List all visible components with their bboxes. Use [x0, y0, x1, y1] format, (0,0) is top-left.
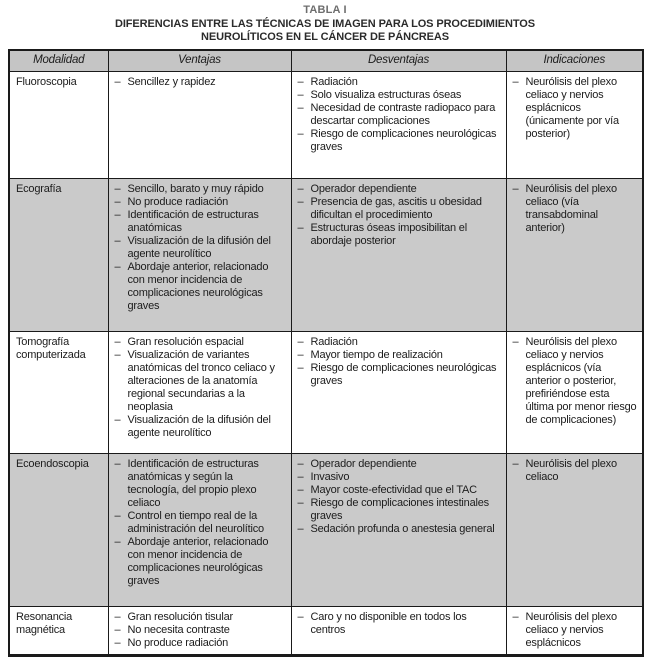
- list-item-dash: –: [114, 413, 121, 426]
- list-item-text: Sencillez y rapidez: [127, 75, 216, 88]
- list-item: [513, 611, 638, 650]
- table-title-block: [0, 0, 650, 44]
- list-item: [513, 458, 638, 484]
- list-item: [115, 536, 286, 588]
- list-item-text: Control en tiempo real de la administración del neurolítico: [127, 509, 264, 535]
- list-item-dash: –: [512, 335, 519, 348]
- list-item-text: Presencia de gas, ascitis u obesidad dificultan el procedimiento: [310, 195, 482, 221]
- list-item-dash: –: [297, 221, 304, 234]
- list-item-text: Visualización de la difusión del agente neurolítico: [127, 413, 271, 439]
- list-item: [298, 222, 501, 248]
- list-item-dash: –: [114, 348, 121, 361]
- list-item: [115, 261, 286, 313]
- list-item-text: Neurólisis del plexo celiaco y nervios esplácnicos: [525, 610, 617, 649]
- ventajas-cell: [108, 178, 291, 331]
- list-item-dash: –: [114, 509, 121, 522]
- ventajas-cell: [108, 453, 291, 606]
- row-tomografia-computerizada: [9, 331, 643, 453]
- list-item-dash: –: [114, 195, 121, 208]
- list-item: [115, 458, 286, 510]
- list-item: [513, 76, 638, 141]
- list-item: [115, 76, 286, 89]
- list-item-text: Sedación profunda o anestesia general: [310, 522, 495, 535]
- list-item-text: Riesgo de complicaciones neurológicas graves: [310, 127, 497, 153]
- list-item-text: No produce radiación: [127, 636, 229, 649]
- table-caption-line1: DIFERENCIAS ENTRE LAS TÉCNICAS DE IMAGEN PARA LOS PROCEDIMIENTOS: [115, 18, 535, 30]
- table-number-label: TABLA I: [303, 4, 347, 16]
- list-item-dash: –: [297, 101, 304, 114]
- list-item-text: Solo visualiza estructuras óseas: [310, 88, 462, 101]
- indicaciones-cell: [506, 453, 643, 606]
- list-item-dash: –: [512, 75, 519, 88]
- list-item-dash: –: [297, 335, 304, 348]
- modality-cell: Tomografía computerizada: [9, 331, 108, 453]
- table-caption-line2: NEUROLÍTICOS EN EL CÁNCER DE PÁNCREAS: [201, 31, 449, 43]
- modality-cell: Ecografía: [9, 178, 108, 331]
- list-item-dash: –: [297, 522, 304, 535]
- list-item-text: Caro y no disponible en todos los centros: [310, 610, 467, 636]
- list-item: [115, 624, 286, 637]
- list-item-dash: –: [297, 470, 304, 483]
- list-item-dash: –: [114, 457, 121, 470]
- list-item: [298, 458, 501, 471]
- list-item-dash: –: [114, 234, 121, 247]
- list-item-text: Operador dependiente: [310, 182, 417, 195]
- list-item-dash: –: [297, 348, 304, 361]
- list-item: [298, 484, 501, 497]
- list-item: [513, 183, 638, 235]
- desventajas-cell: [291, 71, 506, 178]
- col-header-modalidad: Modalidad: [9, 50, 108, 71]
- list-item-dash: –: [297, 361, 304, 374]
- list-item-dash: –: [297, 610, 304, 623]
- list-item-text: Riesgo de complicaciones intestinales graves: [310, 496, 489, 522]
- list-item-text: No necesita contraste: [127, 623, 230, 636]
- row-ecoendoscopia: [9, 453, 643, 606]
- list-item-dash: –: [297, 195, 304, 208]
- list-item-dash: –: [512, 182, 519, 195]
- list-item-text: Abordaje anterior, relacionado con menor incidencia de complicaciones neurológicas graves: [127, 260, 269, 312]
- indicaciones-cell: [506, 331, 643, 453]
- list-item: [298, 76, 501, 89]
- list-item: [115, 637, 286, 650]
- list-item-text: Mayor coste-efectividad que el TAC: [310, 483, 477, 496]
- list-item: [298, 523, 501, 536]
- list-item-text: Visualización de la difusión del agente neurolítico: [127, 234, 271, 260]
- list-item: [298, 611, 501, 637]
- header-row: [9, 50, 643, 71]
- list-item: [298, 128, 501, 154]
- list-item-text: Neurólisis del plexo celiaco y nervios esplácnicos (únicamente por vía posterior): [525, 75, 619, 140]
- list-item: [115, 336, 286, 349]
- list-item-text: Sencillo, barato y muy rápido: [127, 182, 264, 195]
- indicaciones-cell: [506, 71, 643, 178]
- list-item: [298, 471, 501, 484]
- list-item: [298, 196, 501, 222]
- list-item: [298, 362, 501, 388]
- list-item-dash: –: [114, 208, 121, 221]
- list-item-text: Estructuras óseas imposibilitan el abordaje posterior: [310, 221, 467, 247]
- list-item: [298, 336, 501, 349]
- imaging-techniques-comparison-table: [8, 49, 644, 657]
- list-item: [115, 414, 286, 440]
- list-item: [115, 235, 286, 261]
- col-header-desventajas: Desventajas: [291, 50, 506, 71]
- indicaciones-cell: [506, 606, 643, 655]
- list-item-dash: –: [512, 610, 519, 623]
- list-item-dash: –: [297, 127, 304, 140]
- modality-cell: Resonancia magnética: [9, 606, 108, 655]
- list-item-dash: –: [512, 457, 519, 470]
- list-item: [298, 349, 501, 362]
- list-item-dash: –: [114, 610, 121, 623]
- list-item-text: Visualización de variantes anatómicas del tronco celiaco y alteraciones de la anatomía regional secundarias a la neoplasia: [127, 348, 275, 413]
- list-item: [115, 209, 286, 235]
- row-ecografia: [9, 178, 643, 331]
- list-item-text: Identificación de estructuras anatómicas: [127, 208, 259, 234]
- list-item-text: Mayor tiempo de realización: [310, 348, 443, 361]
- list-item: [115, 510, 286, 536]
- ventajas-cell: [108, 331, 291, 453]
- list-item-text: Radiación: [310, 335, 358, 348]
- list-item-text: Abordaje anterior, relacionado con menor incidencia de complicaciones neurológicas graves: [127, 535, 269, 587]
- list-item-dash: –: [114, 535, 121, 548]
- row-resonancia-magnetica: [9, 606, 643, 655]
- list-item-text: Identificación de estructuras anatómicas y según la tecnología, del propio plexo celiaco: [127, 457, 259, 509]
- desventajas-cell: [291, 606, 506, 655]
- list-item: [513, 336, 638, 427]
- list-item-dash: –: [114, 75, 121, 88]
- modality-cell: Fluoroscopia: [9, 71, 108, 178]
- ventajas-cell: [108, 71, 291, 178]
- list-item-text: Riesgo de complicaciones neurológicas graves: [310, 361, 497, 387]
- list-item: [115, 196, 286, 209]
- list-item-dash: –: [114, 636, 121, 649]
- list-item-text: Operador dependiente: [310, 457, 417, 470]
- list-item-dash: –: [114, 335, 121, 348]
- list-item-text: Neurólisis del plexo celiaco (vía transabdominal anterior): [525, 182, 617, 234]
- list-item: [115, 349, 286, 414]
- indicaciones-cell: [506, 178, 643, 331]
- list-item-dash: –: [114, 182, 121, 195]
- modality-cell: Ecoendoscopia: [9, 453, 108, 606]
- list-item-dash: –: [114, 260, 121, 273]
- list-item-text: Gran resolución espacial: [127, 335, 244, 348]
- list-item-text: Gran resolución tisular: [127, 610, 233, 623]
- list-item-dash: –: [297, 496, 304, 509]
- col-header-indicaciones: Indicaciones: [506, 50, 643, 71]
- list-item: [115, 611, 286, 624]
- list-item-text: Neurólisis del plexo celiaco y nervios esplácnicos (vía anterior o posterior, prefiriéndose esta última por menor riesgo de complicaciones): [525, 335, 637, 426]
- ventajas-cell: [108, 606, 291, 655]
- list-item-dash: –: [297, 75, 304, 88]
- list-item-text: Radiación: [310, 75, 358, 88]
- list-item-dash: –: [114, 623, 121, 636]
- desventajas-cell: [291, 331, 506, 453]
- desventajas-cell: [291, 178, 506, 331]
- list-item-text: Neurólisis del plexo celiaco: [525, 457, 617, 483]
- list-item: [115, 183, 286, 196]
- col-header-ventajas: Ventajas: [108, 50, 291, 71]
- list-item-dash: –: [297, 483, 304, 496]
- list-item-text: Invasivo: [310, 470, 350, 483]
- list-item: [298, 497, 501, 523]
- list-item-text: Necesidad de contraste radiopaco para descartar complicaciones: [310, 101, 496, 127]
- list-item-dash: –: [297, 457, 304, 470]
- desventajas-cell: [291, 453, 506, 606]
- list-item: [298, 183, 501, 196]
- list-item-dash: –: [297, 182, 304, 195]
- list-item: [298, 102, 501, 128]
- list-item-dash: –: [297, 88, 304, 101]
- list-item: [298, 89, 501, 102]
- row-fluoroscopia: [9, 71, 643, 178]
- list-item-text: No produce radiación: [127, 195, 229, 208]
